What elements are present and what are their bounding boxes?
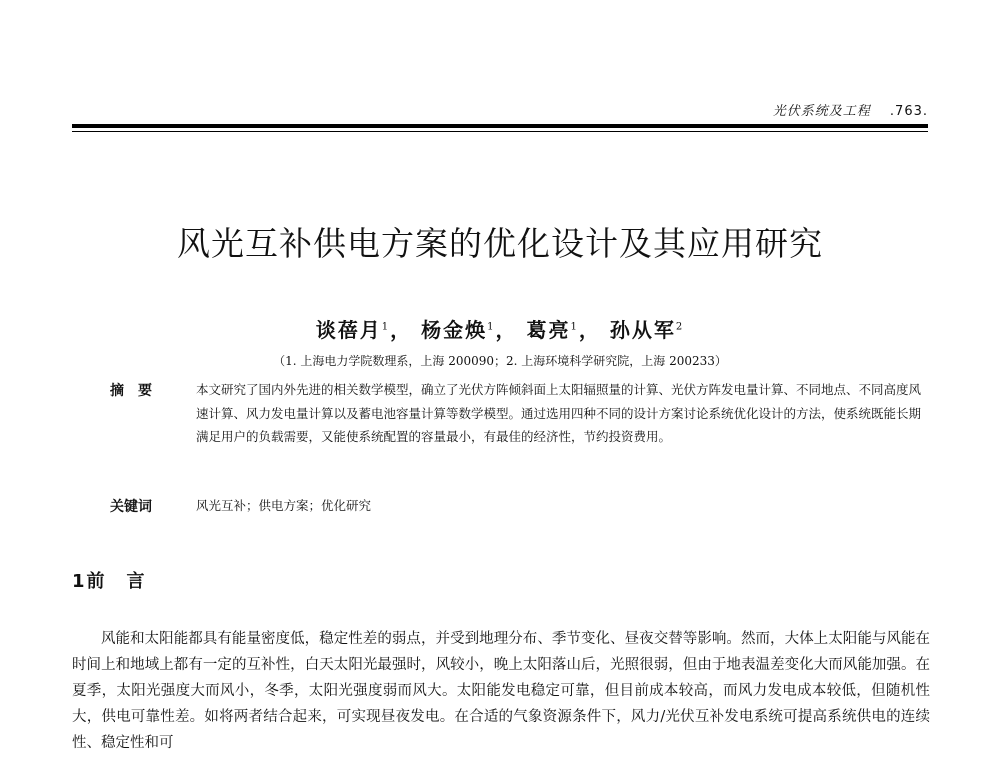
affiliations: （1. 上海电力学院数理系，上海 200090；2. 上海环境科学研究院，上海 200233） [273,354,727,368]
author-affil-marker: 2 [675,321,685,333]
header-rule-thick [72,124,928,128]
running-header [773,100,928,119]
abstract-text: 本文研究了国内外先进的相关数学模型，确立了光伏方阵倾斜面上太阳辐照量的计算、光伏方阵发电量计算、不同地点、不同高度风速计算、风力发电量计算以及蓄电池容量计算等数学模型。通过选用四种不同的设计方案讨论系统优化设计的方法，使系统既能长期满足用户的负载需要，又能使系统配置的容量最小，有最佳的经济性，节约投资费用。 [196,382,922,444]
author-affil-marker: 1 [381,321,391,333]
author-name: 葛亮 [526,318,571,342]
page-number: .763. [889,104,928,119]
section-heading [72,567,167,593]
section-number: 1 [72,571,85,592]
author-name: 谈蓓月 [315,318,382,342]
author-name: 杨金焕 [421,318,488,342]
journal-section-title: 光伏系统及工程 [772,104,871,119]
author-affil-marker: 1 [570,321,579,333]
author-affil-marker: 1 [487,321,496,333]
paper-title: 风光互补供电方案的优化设计及其应用研究 [177,224,823,263]
author-separator: ， [390,318,413,342]
author-list [0,314,1000,343]
keywords-label: 关键词 [110,499,152,515]
section-body-paragraph: 风能和太阳能都具有能量密度低，稳定性差的弱点，并受到地理分布、季节变化、昼夜交替等影响。然而，大体上太阳能与风能在时间上和地域上都有一定的互补性，白天太阳光最强时，风较小，晚上太阳落山后，光照很弱，但由于地表温差变化大而风能加强。在夏季，太阳光强度大而风小，冬季，太阳光强度弱而风大。太阳能发电稳定可靠，但目前成本较高，而风力发电成本较低，但随机性大，供电可靠性差。如将两者结合起来，可实现昼夜发电。在合适的气象资源条件下，风力/光伏互补发电系统可提高系统供电的连续性、稳定性和可 [72,631,930,751]
author-separator: ， [578,318,601,342]
author-separator: ， [495,318,518,342]
keywords-text: 风光互补；供电方案；优化研究 [196,498,372,513]
section-title: 前言 [86,571,167,592]
header-rule-thin [72,131,928,132]
abstract-label: 摘要 [110,383,166,399]
author-name: 孙从军 [609,318,676,342]
